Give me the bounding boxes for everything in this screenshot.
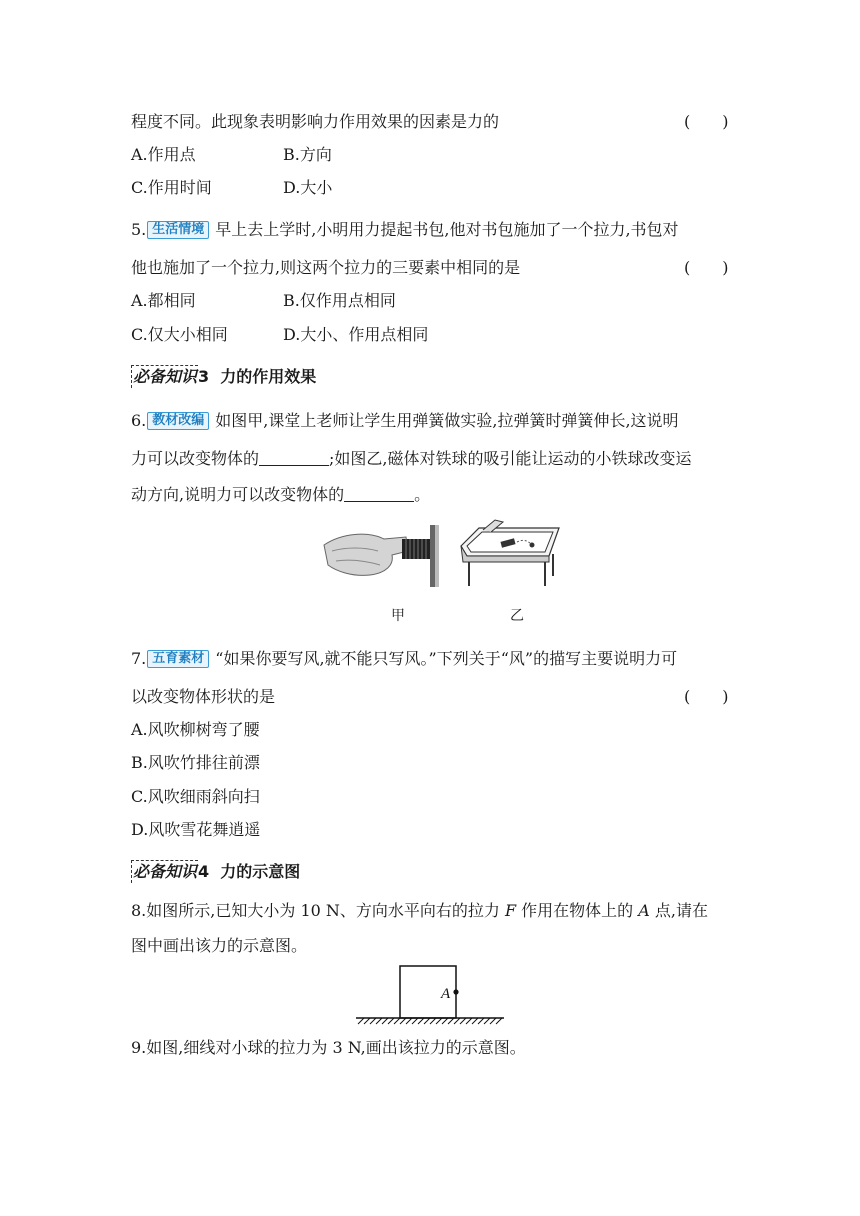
q7-line2: 以改变物体形状的是 <box>131 687 276 706</box>
q6-line1 <box>131 410 679 432</box>
answer-blank-2[interactable] <box>344 487 414 502</box>
q4-option-c: C.作用时间 <box>131 178 212 197</box>
section-heading-3 <box>131 365 316 388</box>
q8-var-a: A <box>638 901 650 920</box>
q6-text2b: ;如图乙,磁体对铁球的吸引能让运动的小铁球改变运 <box>329 449 692 468</box>
q5-option-c: C.仅大小相同 <box>131 325 228 344</box>
section-title: 力的示意图 <box>220 862 301 881</box>
section-badge: 必备知识 <box>133 367 198 386</box>
q7-option-b: B.风吹竹排往前漂 <box>131 753 260 772</box>
q6-text3a: 动方向,说明力可以改变物体的 <box>131 485 345 504</box>
q9-text: 9.如图,细线对小球的拉力为 3 N,画出该拉力的示意图。 <box>131 1038 526 1057</box>
q7-option-d: D.风吹雪花舞逍遥 <box>131 820 261 839</box>
q5-line1 <box>131 219 679 241</box>
q6-text3b: 。 <box>414 485 431 504</box>
q8-line2: 图中画出该力的示意图。 <box>131 936 308 955</box>
answer-blank-1[interactable] <box>259 451 329 466</box>
q7-answer-paren: ( ) <box>684 687 729 706</box>
q4-option-a: A.作用点 <box>131 145 196 164</box>
point-a-marker <box>453 989 458 994</box>
block-diagram <box>350 960 510 1030</box>
figure-label-yi: 乙 <box>510 608 524 624</box>
magnet-ball-figure <box>455 516 565 592</box>
q5-line2: 他也施加了一个拉力,则这两个拉力的三要素中相同的是 <box>131 258 521 277</box>
q6-number: 6. <box>131 411 147 430</box>
q7-option-a: A.风吹柳树弯了腰 <box>131 720 260 739</box>
q4-option-b: B.方向 <box>283 145 332 164</box>
q5-option-b: B.仅作用点相同 <box>283 291 396 310</box>
point-a-label: A <box>441 986 451 1002</box>
figure-label-jia: 甲 <box>391 608 405 624</box>
section-number: 3 <box>198 367 210 386</box>
q4-answer-paren: ( ) <box>684 112 729 131</box>
q5-tag: 生活情境 <box>147 221 209 239</box>
q6-text1: 如图甲,课堂上老师让学生用弹簧做实验,拉弹簧时弹簧伸长,这说明 <box>215 411 679 430</box>
q5-option-a: A.都相同 <box>131 291 196 310</box>
q4-stem: 程度不同。此现象表明影响力作用效果的因素是力的 <box>131 112 500 131</box>
section-heading-4 <box>131 860 300 883</box>
q7-number: 7. <box>131 649 147 668</box>
q7-text1: “如果你要写风,就不能只写风。”下列关于“风”的描写主要说明力可 <box>215 649 678 668</box>
q8-text1b: 作用在物体上的 <box>516 901 639 920</box>
q5-option-d: D.大小、作用点相同 <box>283 325 429 344</box>
q8-text1c: 点,请在 <box>649 901 709 920</box>
q5-number: 5. <box>131 220 147 239</box>
q4-option-d: D.大小 <box>283 178 333 197</box>
q8-line1 <box>131 900 708 922</box>
q6-text2a: 力可以改变物体的 <box>131 449 260 468</box>
section-number: 4 <box>198 862 210 881</box>
q5-text1: 早上去上学时,小明用力提起书包,他对书包施加了一个拉力,书包对 <box>215 220 679 239</box>
q7-line1 <box>131 648 677 670</box>
q6-line3 <box>131 484 430 506</box>
q5-answer-paren: ( ) <box>684 258 729 277</box>
q7-option-c: C.风吹细雨斜向扫 <box>131 787 260 806</box>
section-badge: 必备知识 <box>133 862 198 881</box>
q8-text1a: 8.如图所示,已知大小为 10 N、方向水平向右的拉力 <box>131 901 505 920</box>
q6-line2 <box>131 448 692 470</box>
spring-pull-figure <box>322 521 444 587</box>
q8-var-f: F <box>504 901 517 920</box>
q7-tag: 五育素材 <box>147 650 209 668</box>
q6-tag: 教材改编 <box>147 412 209 430</box>
section-title: 力的作用效果 <box>220 367 317 386</box>
